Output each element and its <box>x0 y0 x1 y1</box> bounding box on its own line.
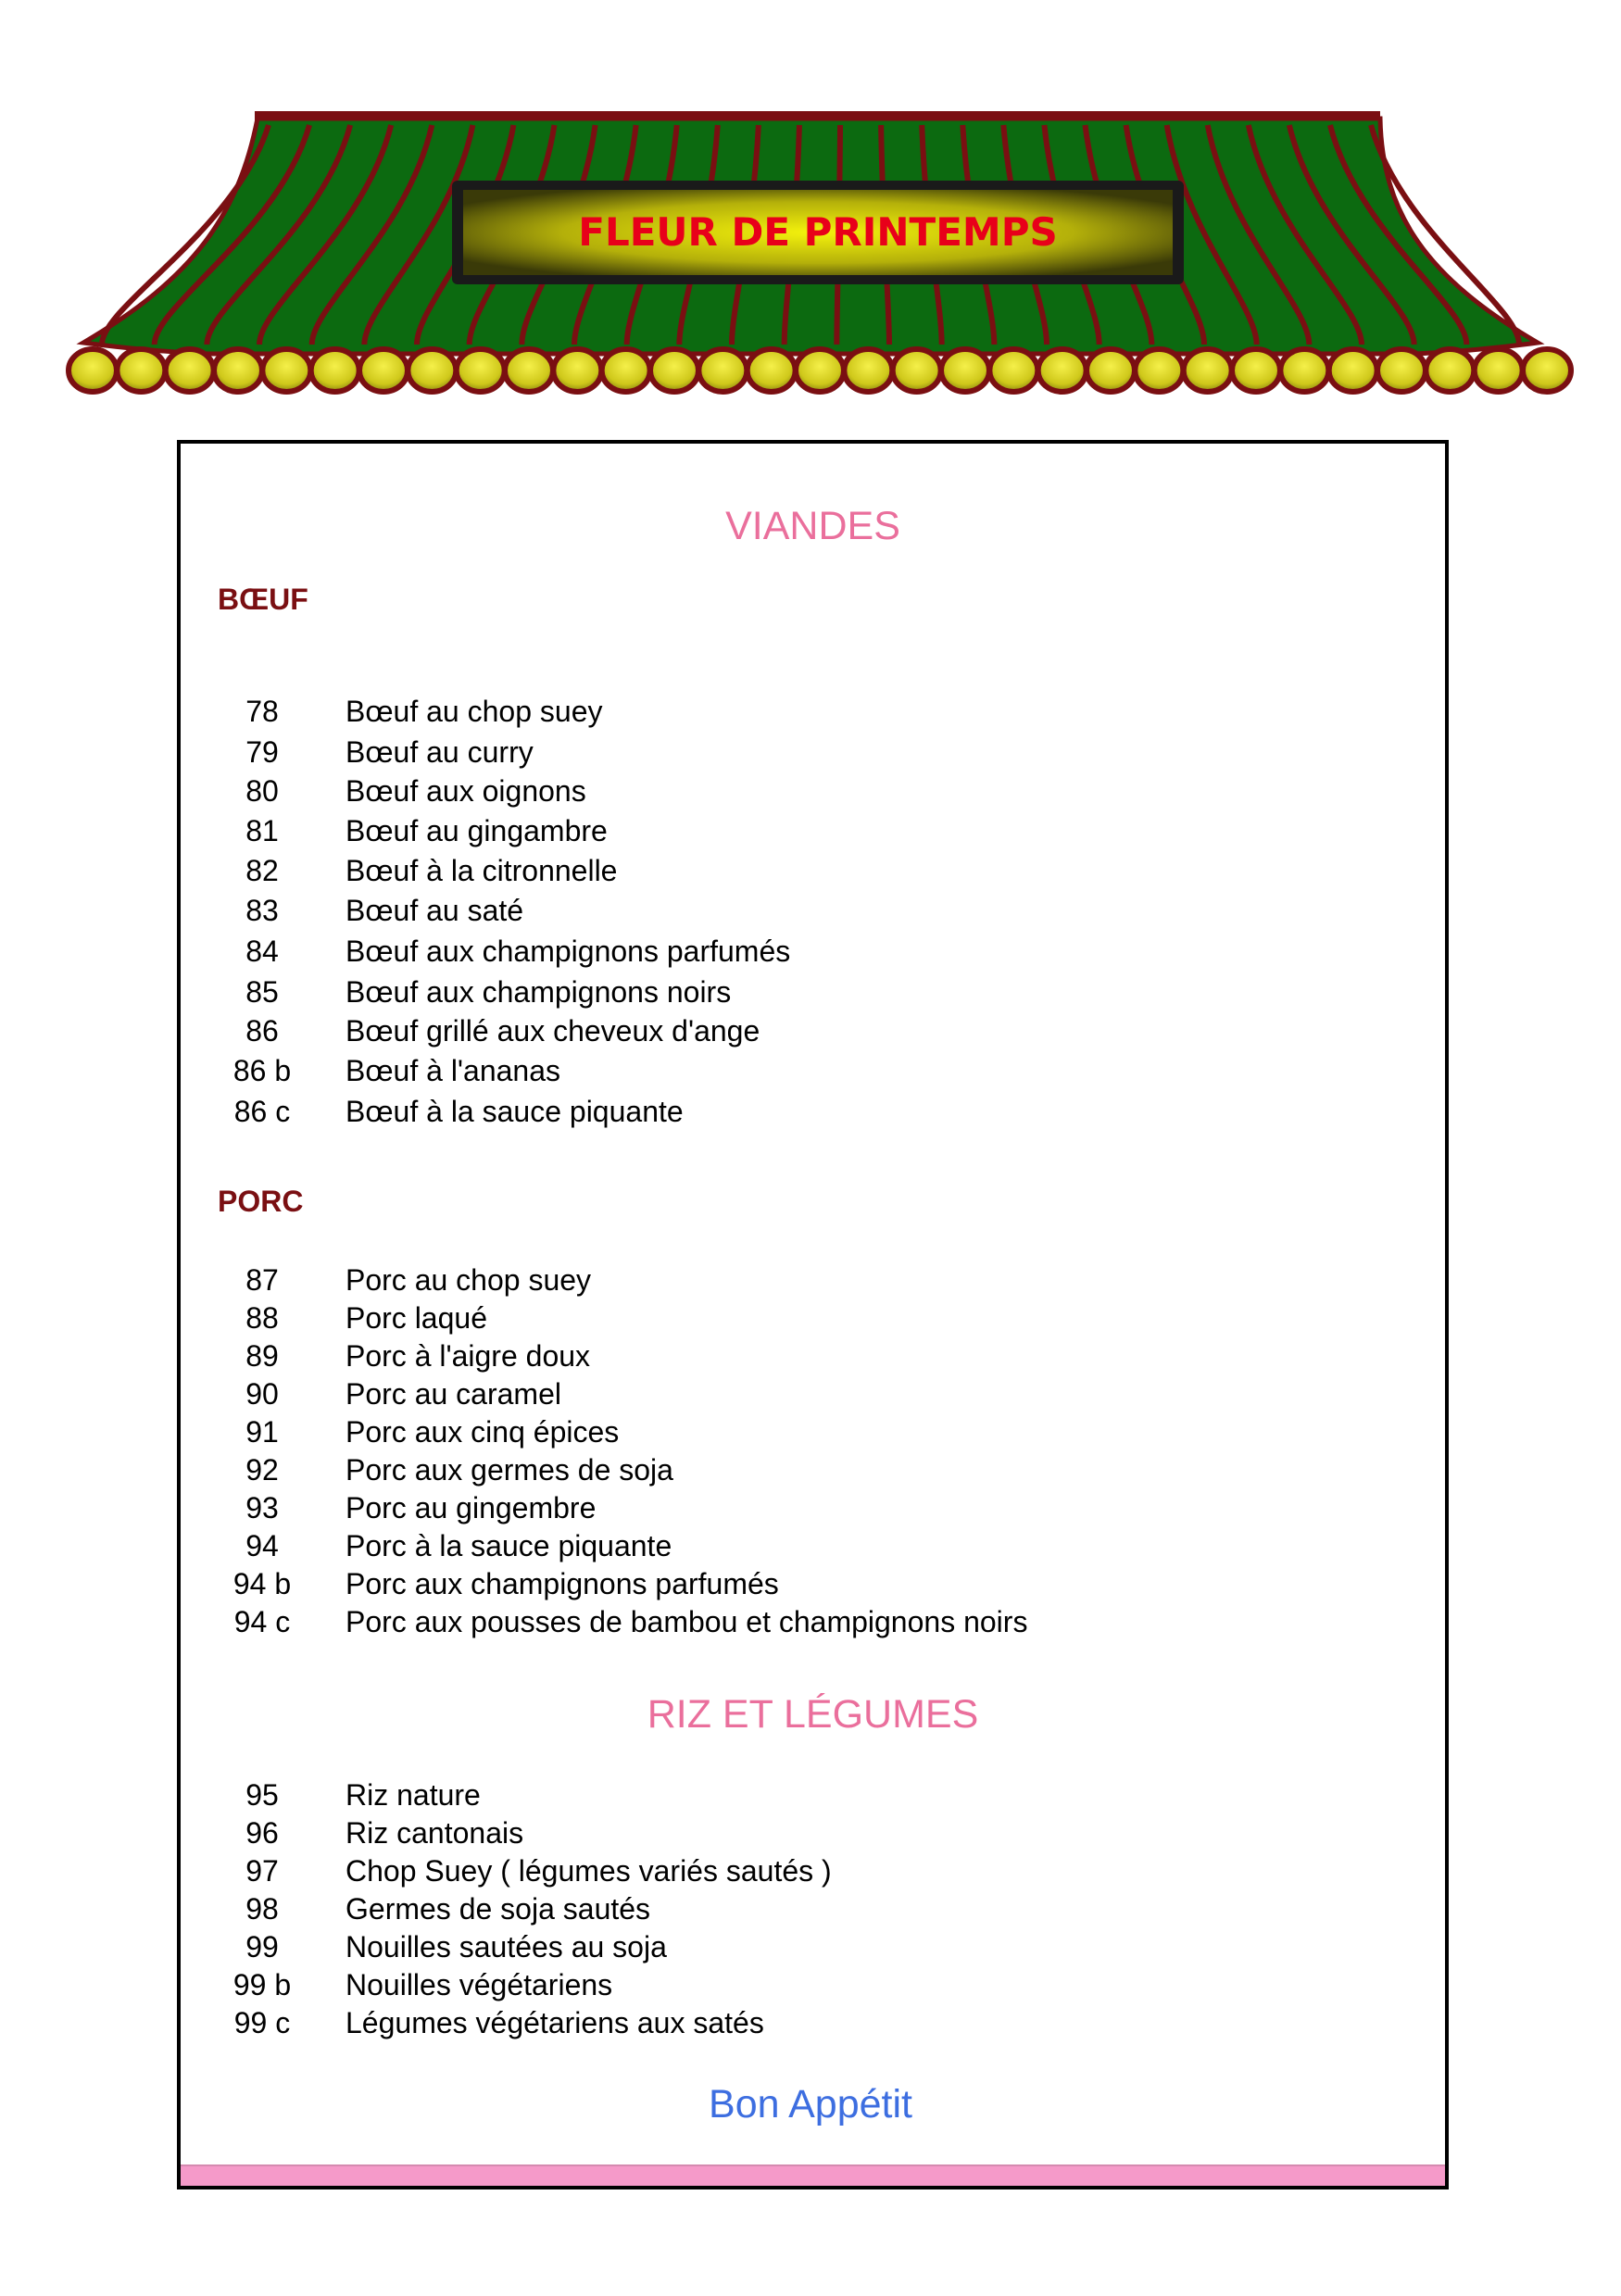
roof-tile-end <box>553 349 601 392</box>
menu-item: 83 Bœuf au saté <box>245 894 524 927</box>
menu-item: 90 Porc au caramel <box>245 1377 561 1411</box>
section-title-viandes: VIANDES <box>725 504 900 548</box>
roof-tile-end <box>698 349 747 392</box>
roof-tile-end <box>1280 349 1328 392</box>
menu-item: 88 Porc laqué <box>245 1301 487 1335</box>
roof-tile-end <box>359 349 408 392</box>
menu-item: 86 b Bœuf à l'ananas <box>232 1054 561 1087</box>
menu-item: 95 Riz nature <box>245 1778 481 1812</box>
roof-tile-end <box>748 349 796 392</box>
roof-tile-end <box>941 349 989 392</box>
roof-tile-end <box>1087 349 1135 392</box>
menu-item: 92 Porc aux germes de soja <box>245 1453 673 1487</box>
menu-item: 85 Bœuf aux champignons noirs <box>245 975 732 1009</box>
roof-tile-end <box>1523 349 1571 392</box>
menu-frame <box>177 440 1449 2189</box>
category-porc: PORC <box>218 1185 304 1218</box>
roof-tile-end <box>69 349 117 392</box>
restaurant-name: FLEUR DE PRINTEMPS <box>578 209 1058 255</box>
roof-tile-end <box>1475 349 1523 392</box>
roof-tile-end <box>311 349 359 392</box>
menu-item: 78 Bœuf au chop suey <box>245 695 603 728</box>
menu-item: 99 c Légumes végétariens aux satés <box>233 2006 764 2039</box>
menu-item: 96 Riz cantonais <box>245 1816 524 1850</box>
menu-item: 99 Nouilles sautées au soja <box>245 1930 667 1964</box>
roof-tile-end <box>262 349 310 392</box>
roof-tile-end <box>1135 349 1183 392</box>
menu-item: 94 b Porc aux champignons parfumés <box>232 1567 779 1600</box>
roof-tile-end <box>989 349 1037 392</box>
roof-tile-end <box>166 349 214 392</box>
menu-item: 81 Bœuf au gingambre <box>245 814 608 847</box>
menu-item: 86 c Bœuf à la sauce piquante <box>233 1095 684 1128</box>
roof-tile-end <box>1329 349 1377 392</box>
roof-tile-end <box>117 349 165 392</box>
menu-item: 79 Bœuf au curry <box>245 735 534 769</box>
roof-tile-end <box>796 349 844 392</box>
roof-tiles <box>69 349 1571 392</box>
roof-tile-end <box>602 349 650 392</box>
pagoda-roof-banner <box>0 0 1621 426</box>
menu-item: 97 Chop Suey ( légumes variés sautés ) <box>245 1854 832 1888</box>
menu-item: 93 Porc au gingembre <box>245 1491 597 1524</box>
roof-tile-end <box>1377 349 1426 392</box>
menu-item: 82 Bœuf à la citronnelle <box>245 854 618 887</box>
roof-tile-end <box>1426 349 1474 392</box>
category-boeuf: BŒUF <box>218 583 308 616</box>
menu-item: 94 Porc à la sauce piquante <box>245 1529 672 1562</box>
menu-item: 80 Bœuf aux oignons <box>245 774 586 808</box>
section-title-riz-et-legumes: RIZ ET LÉGUMES <box>647 1692 979 1737</box>
roof-tile-end <box>457 349 505 392</box>
menu-item: 98 Germes de soja sautés <box>245 1892 651 1926</box>
roof-tile-end <box>650 349 698 392</box>
roof-tile-end <box>408 349 456 392</box>
roof-tile-end <box>214 349 262 392</box>
roof-tile-end <box>1232 349 1280 392</box>
roof-tile-end <box>844 349 892 392</box>
menu-item: 86 Bœuf grillé aux cheveux d'ange <box>245 1014 760 1048</box>
menu-item: 91 Porc aux cinq épices <box>245 1415 620 1449</box>
footer-pink-band <box>181 2164 1445 2186</box>
roof-tile-end <box>893 349 941 392</box>
roof-tile-end <box>1184 349 1232 392</box>
menu-item: 84 Bœuf aux champignons parfumés <box>245 935 791 968</box>
roof-tile-end <box>1038 349 1087 392</box>
menu-item: 94 c Porc aux pousses de bambou et champignons noirs <box>233 1605 1028 1638</box>
menu-item: 99 b Nouilles végétariens <box>232 1968 613 2001</box>
roof-tile-end <box>505 349 553 392</box>
closing-text: Bon Appétit <box>709 2082 912 2127</box>
menu-item: 87 Porc au chop suey <box>245 1263 592 1297</box>
menu-item: 89 Porc à l'aigre doux <box>245 1339 591 1373</box>
